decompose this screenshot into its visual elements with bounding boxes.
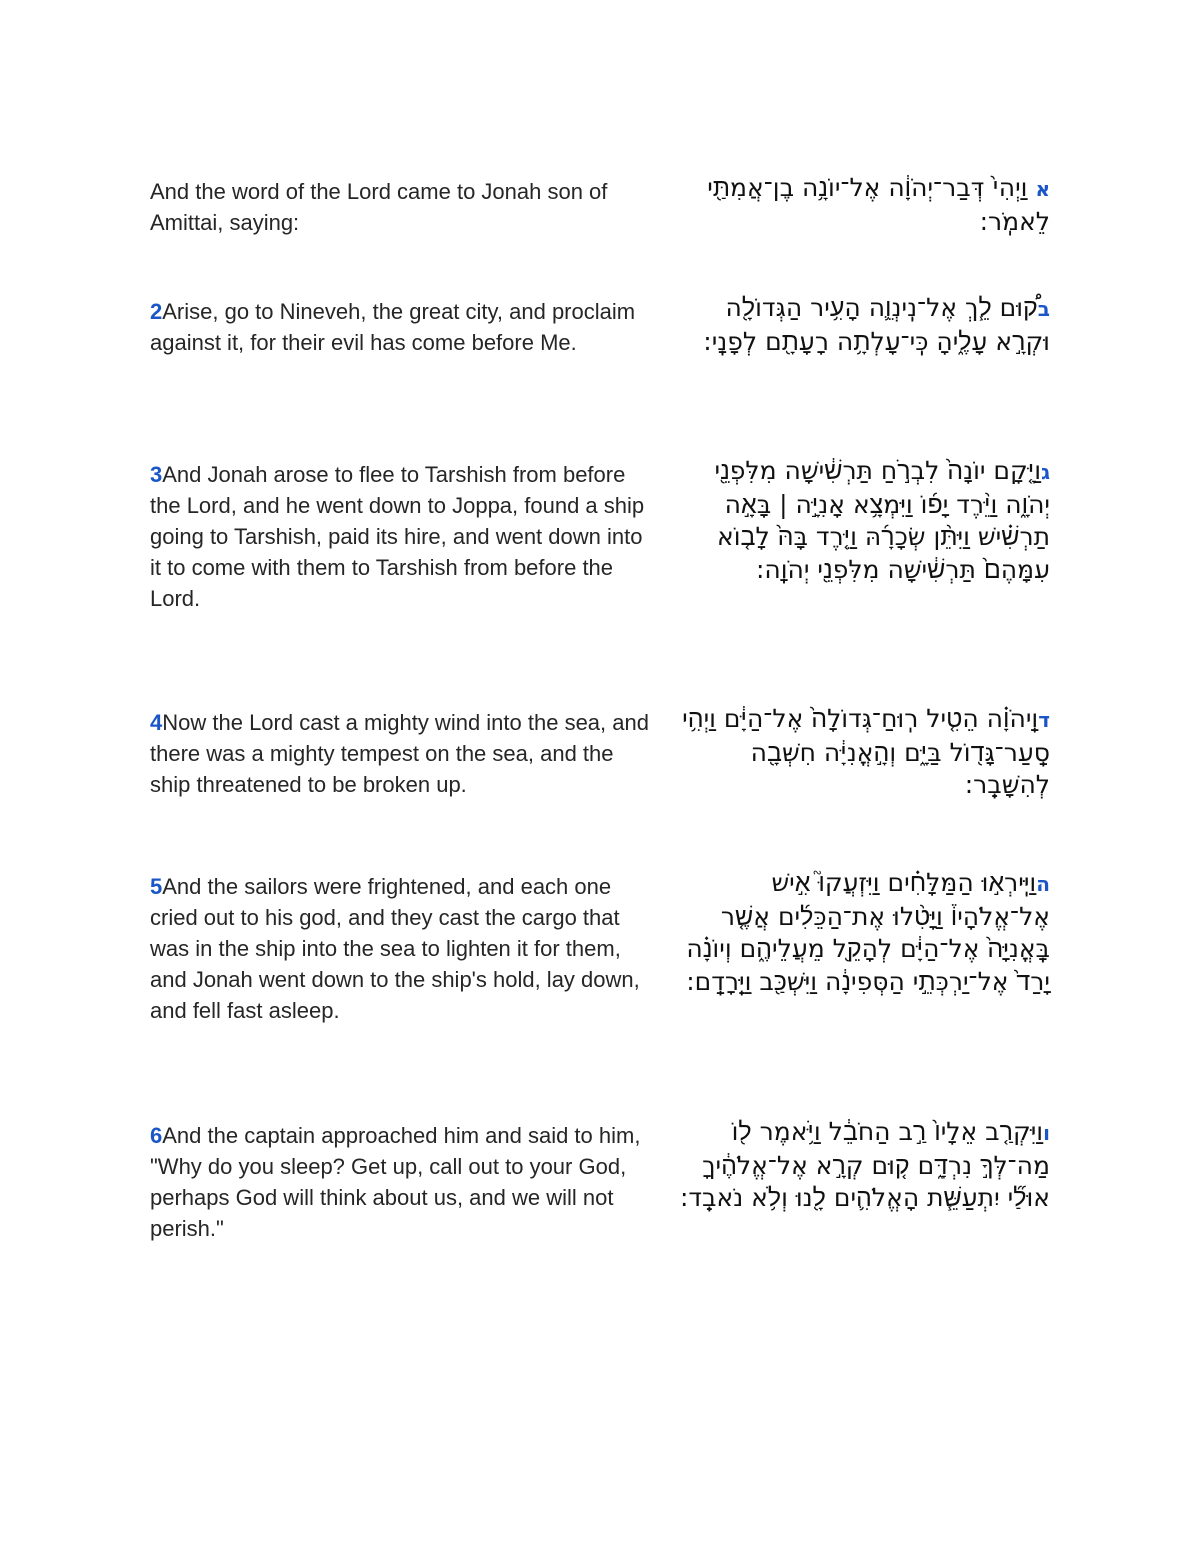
english-verse-text: And Jonah arose to flee to Tarshish from before the Lord, and he went down to Joppa, found a ship going to Tarshish, paid its hire, and went down into it to come with them to Tarshish from before the Lord. [150,462,645,611]
verse-number: 5 [150,874,163,899]
hebrew-verse [670,867,1050,998]
english-verse-text: And the word of the Lord came to Jonah son of Amittai, saying: [150,179,608,235]
hebrew-verse-letter: ו [1043,1121,1050,1145]
verse-number: 3 [150,462,163,487]
english-verse [150,296,650,358]
hebrew-verse-text: ק֠וּם לֵ֧ךְ אֶל־נִֽינְוֵ֛ה הָעִ֥יר הַגְּדוֹלָ֖ה וּקְרָ֣א עָלֶ֑יהָ כִּֽי־עָלְתָ֥ה רָעָתָ֖ם לְפָנָֽי: [703,293,1050,356]
hebrew-verse-text: וַיִּקְרַ֤ב אֵלָיו֙ רַ֣ב הַחֹבֵ֔ל וַיֹּ֥אמֶר ל֖וֹ מַה־לְּךָ֣ נִרְדָּ֑ם ק֚וּם קְרָ֣א אֶל־אֱלֹהֶ֔יךָ אוּלַ֞י יִתְעַשֵּׁ֧ת הָאֱלֹהִ֛ים לָ֖נוּ וְלֹ֥א נֹאבֵֽד: [679,1117,1050,1212]
english-verse-text: Arise, go to Nineveh, the great city, and proclaim against it, for their evil has come before Me. [150,299,636,355]
hebrew-verse-text: וַיָּ֤קָם יוֹנָה֙ לִבְרֹ֣חַ תַּרְשִׁ֔ישָׁה מִלִּפְנֵ֖י יְהֹוָ֑ה וַיֵּ֨רֶד יָפ֜וֹ וַיִּמְצָ֥א אָנִיָּ֣ה | בָּאָ֣ה תַרְשִׁ֗ישׁ וַיִּתֵּ֨ן שְׂכָרָ֜הּ וַיֵּ֤רֶד בָּהּ֙ לָב֤וֹא עִמָּהֶם֙ תַּרְשִׁ֔ישָׁה מִלִּפְנֵ֖י יְהֹוָֽה: [714,456,1050,584]
hebrew-verse-letter: ב [1037,297,1050,321]
hebrew-verse [670,455,1050,586]
verse-number: 6 [150,1123,163,1148]
hebrew-verse-text: וַֽיהֹוָ֗ה הֵטִ֤יל רֽוּחַ־גְּדוֹלָה֙ אֶל־הַיָּ֔ם וַיְהִ֥י סַֽעַר־גָּד֖וֹל בַּיָּ֑ם וְהָ֣אֳנִיָּ֔ה חִשְּׁבָ֖ה לְהִשָּׁבֵֽר: [682,704,1050,799]
verse-number: 4 [150,710,163,735]
hebrew-verse [670,1116,1050,1215]
english-verse [150,1120,650,1244]
english-verse [150,459,650,614]
hebrew-verse [670,292,1050,358]
english-verse-text: Now the Lord cast a mighty wind into the sea, and there was a mighty tempest on the sea, and the ship threatened to be broken up. [150,710,649,797]
hebrew-verse-letter: ה [1036,872,1050,896]
hebrew-verse-letter: א [1035,177,1050,201]
hebrew-verse-letter: ד [1038,708,1050,732]
english-verse [150,871,650,1026]
hebrew-verse [670,703,1050,802]
english-verse-text: And the captain approached him and said to him, "Why do you sleep? Get up, call out to your God, perhaps God will think about us, and we will not perish." [150,1123,641,1241]
hebrew-verse-letter: ג [1041,460,1050,484]
english-verse [150,176,650,238]
hebrew-verse [670,172,1050,238]
english-verse [150,707,650,800]
verse-number: 2 [150,299,163,324]
hebrew-verse-text: וַיִּֽירְא֣וּ הַמַּלָּחִ֗ים וַיִּזְעֲקוּ֮ אִ֣ישׁ אֶל־אֱלֹהָיו֒ וַיָּטִ֨לוּ אֶת־הַכֵּלִ֜ים אֲשֶׁ֤ר בָּֽאֳנִיָּה֙ אֶל־הַיָּ֔ם לְהָקֵ֖ל מֵעֲלֵיהֶ֑ם וְיוֹנָ֗ה יָרַד֙ אֶל־יַרְכְּתֵ֣י הַסְּפִינָ֔ה וַיִּשְׁכַּ֖ב וַיֵּֽרָדַֽם: [686,868,1050,996]
hebrew-verse-text: וַיְהִי֙ דְּבַר־יְהֹוָ֔ה אֶל־יוֹנָ֥ה בֶן־אֲמִתַּ֖י לֵאמֹֽר: [707,173,1050,236]
english-verse-text: And the sailors were frightened, and each one cried out to his god, and they cast the cargo that was in the ship into the sea to lighten it for them, and Jonah went down to the ship's hold, lay down, and fell fast asleep. [150,874,640,1023]
